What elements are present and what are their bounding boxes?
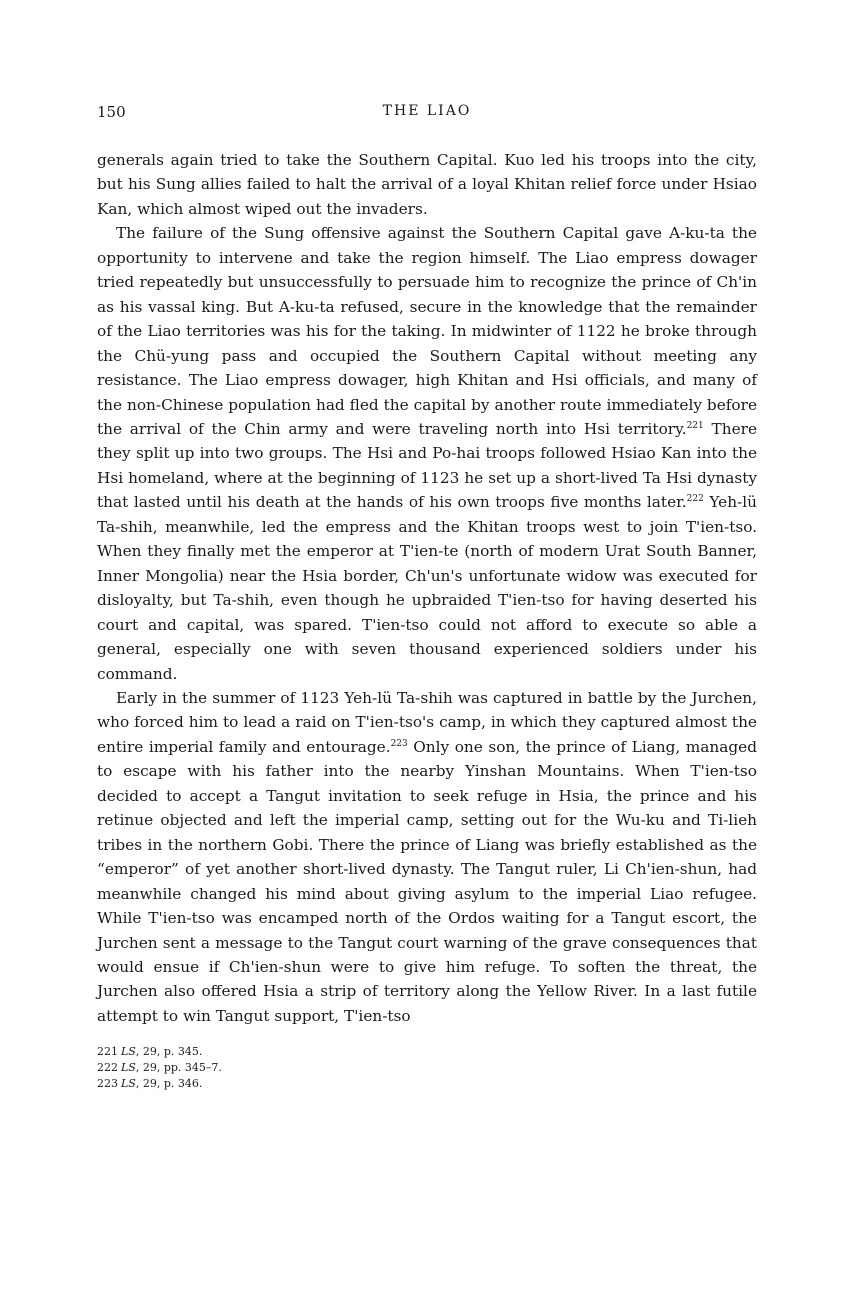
footnote-reference: , 29, p. 345. [135, 1045, 203, 1059]
body-text [97, 148, 757, 1028]
footnote [97, 1044, 757, 1060]
footnote-reference: , 29, pp. 345–7. [135, 1061, 222, 1075]
footnote-source: LS [121, 1061, 136, 1075]
text-run: The failure of the Sung offensive against the Southern Capital gave A-ku-ta the opportunity to intervene and take the region himself. The Liao empress dowager tried repeatedly but unsuccessfully to persuade him to recognize the prince of Ch'in as his vassal king. But A-ku-ta refused, secure in the knowledge that the remainder of the Liao territories was his for the taking. In midwinter of 1122 he broke through the Chü-yung pass and occupied the Southern Capital without meeting any resistance. The Liao empress dowager, high Khitan and Hsi officials, and many of the non-Chinese population had fled the capital by another route immediately before the arrival of the Chin army and were traveling north into Hsi territory. [97, 224, 757, 438]
footnote-marker: 221 [686, 420, 704, 431]
text-run: Only one son, the prince of Liang, managed to escape with his father into the nearby Yinshan Mountains. When T'ien-tso decided to accept a Tangut invitation to seek refuge in Hsia, the prince and his retinue objected and left the imperial camp, setting out for the Wu-ku and Ti-lieh tribes in the northern Gobi. There the prince of Liang was briefly established as the “emperor” of yet another short-lived dynasty. The Tangut ruler, Li Ch'ien-shun, had meanwhile changed his mind about giving asylum to the imperial Liao refugee. While T'ien-tso was encamped north of the Ordos waiting for a Tangut escort, the Jurchen sent a message to the Tangut court warning of the grave consequences that would ensue if Ch'ien-shun were to give him refuge. To soften the threat, the Jurchen also offered Hsia a strip of territory along the Yellow River. In a last futile attempt to win Tangut support, T'ien-tso [97, 737, 757, 1025]
footnote-number: 223 [97, 1077, 118, 1091]
paragraph [97, 148, 757, 221]
footnote-number: 222 [97, 1061, 118, 1075]
footnote-source: LS [121, 1045, 136, 1059]
footnotes [97, 1044, 757, 1092]
running-title: THE LIAO [382, 103, 472, 119]
footnote-marker: 223 [390, 738, 408, 749]
running-head [97, 103, 757, 129]
page-number: 150 [97, 103, 126, 121]
paragraph [97, 221, 757, 686]
text-run: generals again tried to take the Southern Capital. Kuo led his troops into the city, but his Sung allies failed to halt the arrival of a loyal Khitan relief force under Hsiao Kan, which almost wiped out the invaders. [97, 151, 757, 218]
book-page [97, 103, 757, 1092]
footnote-marker: 222 [686, 494, 704, 505]
footnote-reference: , 29, p. 346. [135, 1077, 203, 1091]
footnote-source: LS [121, 1077, 136, 1091]
text-run: Yeh-lü Ta-shih, meanwhile, led the empress and the Khitan troops west to join T'ien-tso. When they finally met the emperor at T'ien-te (north of modern Urat South Banner, Inner Mongolia) near the Hsia border, Ch'un's unfortunate widow was executed for disloyalty, but Ta-shih, even though he upbraided T'ien-tso for having deserted his court and capital, was spared. T'ien-tso could not afford to execute so able a general, especially one with seven thousand experienced soldiers under his command. [97, 493, 757, 683]
paragraph [97, 686, 757, 1028]
text-run: There they split up into two groups. The Hsi and Po-hai troops followed Hsiao Kan into the Hsi homeland, where at the beginning of 1123 he set up a short-lived Ta Hsi dynasty that lasted until his death at the hands of his own troops five months later. [97, 419, 757, 512]
footnote-number: 221 [97, 1045, 118, 1059]
text-run: Early in the summer of 1123 Yeh-lü Ta-shih was captured in battle by the Jurchen, who forced him to lead a raid on T'ien-tso's camp, in which they captured almost the entire imperial family and entourage. [97, 688, 757, 756]
footnote [97, 1060, 757, 1076]
footnote [97, 1076, 757, 1092]
